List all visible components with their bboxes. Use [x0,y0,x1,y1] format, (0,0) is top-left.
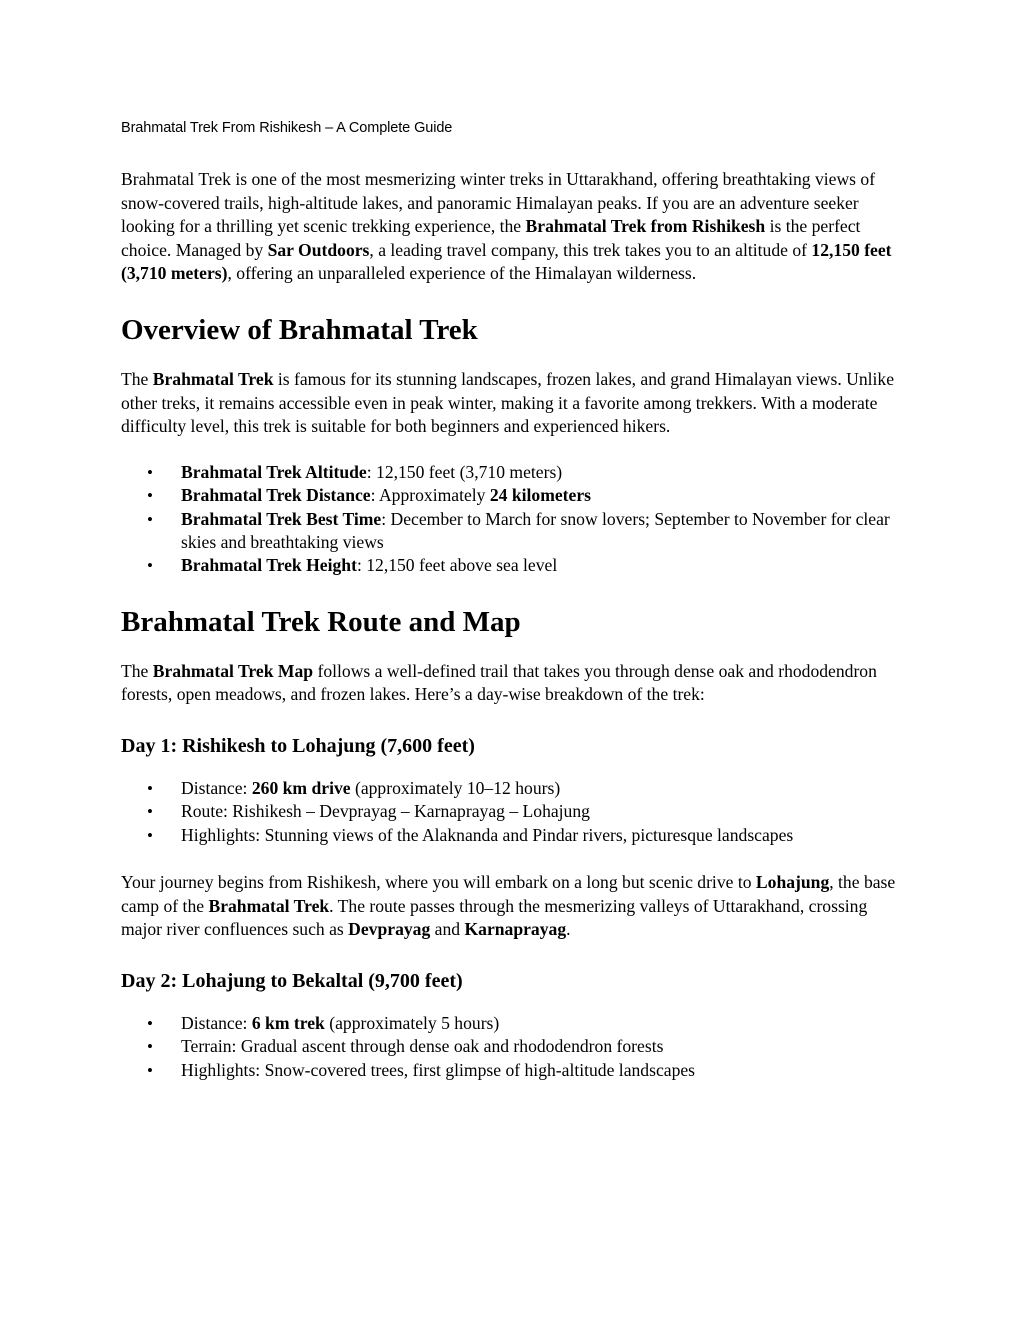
day1-distance-prefix: Distance: [181,777,252,798]
fact-label: Brahmatal Trek Distance [181,485,371,506]
day2-distance-bold: 6 km trek [251,1012,325,1033]
day1-bold-3: Devprayag [348,919,431,940]
day1-paragraph [121,871,911,942]
intro-text-2: is the perfect choice. Managed by [121,216,861,260]
intro-paragraph [121,168,911,286]
fact-text: : 12,150 feet (3,710 meters) [366,461,563,482]
overview-facts-list [121,461,911,578]
day1-bold-2: Brahmatal Trek [208,895,330,916]
list-item: • Terrain: Gradual ascent through dense oak and rhododendron forests [121,1035,911,1058]
intro-text-1: Brahmatal Trek is one of the most mesmerizing winter treks in Uttarakhand, offering breathtaking views of snow-covered trails, high-altitude lakes, and panoramic Himalayan peaks. If you are an adventure seeker looking for a thrilling yet scenic trekking experience, the [121,169,876,237]
day2-heading: Day 2: Lohajung to Bekaltal (9,700 feet) [121,969,463,992]
route-heading: Brahmatal Trek Route and Map [121,605,521,638]
overview-bold-1: Brahmatal Trek [152,368,274,389]
list-item [121,484,911,507]
route-bold-1: Brahmatal Trek Map [152,660,314,681]
fact-label: Brahmatal Trek Height [181,555,357,576]
fact-text: : Approximately [370,485,490,506]
route-text-1: The [121,660,153,681]
day1-text-5: . [566,919,571,940]
day1-bold-4: Karnaprayag [464,919,567,940]
route-paragraph [121,660,911,707]
route-text-2: follows a well-defined trail that takes you through dense oak and rhododendron forests, open meadows, and frozen lakes. Here’s a day-wise breakdown of the trek: [121,660,877,705]
overview-text-2: is famous for its stunning landscapes, frozen lakes, and grand Himalayan views. Unlike other treks, it remains accessible even in peak winter, making it a favorite among trekkers. With a moderate difficulty level, this trek is suitable for both beginners and experienced hikers. [121,368,894,437]
fact-label: Brahmatal Trek Altitude [181,461,367,482]
intro-bold-3: 12,150 feet (3,710 meters) [121,239,892,284]
day1-distance-suffix: (approximately 10–12 hours) [350,777,561,798]
day2-distance-prefix: Distance: [181,1012,252,1033]
fact-label: Brahmatal Trek Best Time [181,508,382,529]
intro-bold-2: Sar Outdoors [267,239,370,260]
fact-bold-tail: 24 kilometers [489,485,591,506]
list-item [121,1012,911,1035]
day1-details-list [121,777,911,847]
day1-distance-bold: 260 km drive [251,777,351,798]
list-item: • Highlights: Stunning views of the Alaknanda and Pindar rivers, picturesque landscapes [121,824,911,847]
list-item [121,461,911,484]
day1-text-1: Your journey begins from Rishikesh, where you will embark on a long but scenic drive to [121,872,756,893]
day2-distance-suffix: (approximately 5 hours) [324,1012,500,1033]
fact-text: : December to March for snow lovers; September to November for clear skies and breathtaking views [181,508,890,552]
day1-text-2: , the base camp of the [121,872,896,916]
day1-text-4: and [430,919,465,940]
overview-paragraph [121,368,911,439]
list-item [121,508,911,555]
list-item [121,777,911,800]
day2-details-list [121,1012,911,1082]
day1-bold-1: Lohajung [755,872,830,893]
list-item: • Highlights: Snow-covered trees, first glimpse of high-altitude landscapes [121,1059,911,1082]
intro-text-3: , a leading travel company, this trek takes you to an altitude of [369,239,812,260]
day1-heading: Day 1: Rishikesh to Lohajung (7,600 feet) [121,734,475,757]
document-page [121,118,911,1082]
list-item: • Route: Rishikesh – Devprayag – Karnaprayag – Lohajung [121,800,911,823]
fact-text: : 12,150 feet above sea level [356,555,558,576]
intro-text-4: , offering an unparalleled experience of the Himalayan wilderness. [227,263,697,284]
overview-text-1: The [121,368,153,389]
list-item [121,554,911,577]
overview-heading: Overview of Brahmatal Trek [121,313,478,346]
day1-text-3: . The route passes through the mesmerizing valleys of Uttarakhand, crossing major river confluences such as [121,895,868,940]
document-title: Brahmatal Trek From Rishikesh – A Complete Guide [121,120,453,136]
intro-bold-1: Brahmatal Trek from Rishikesh [525,216,766,237]
